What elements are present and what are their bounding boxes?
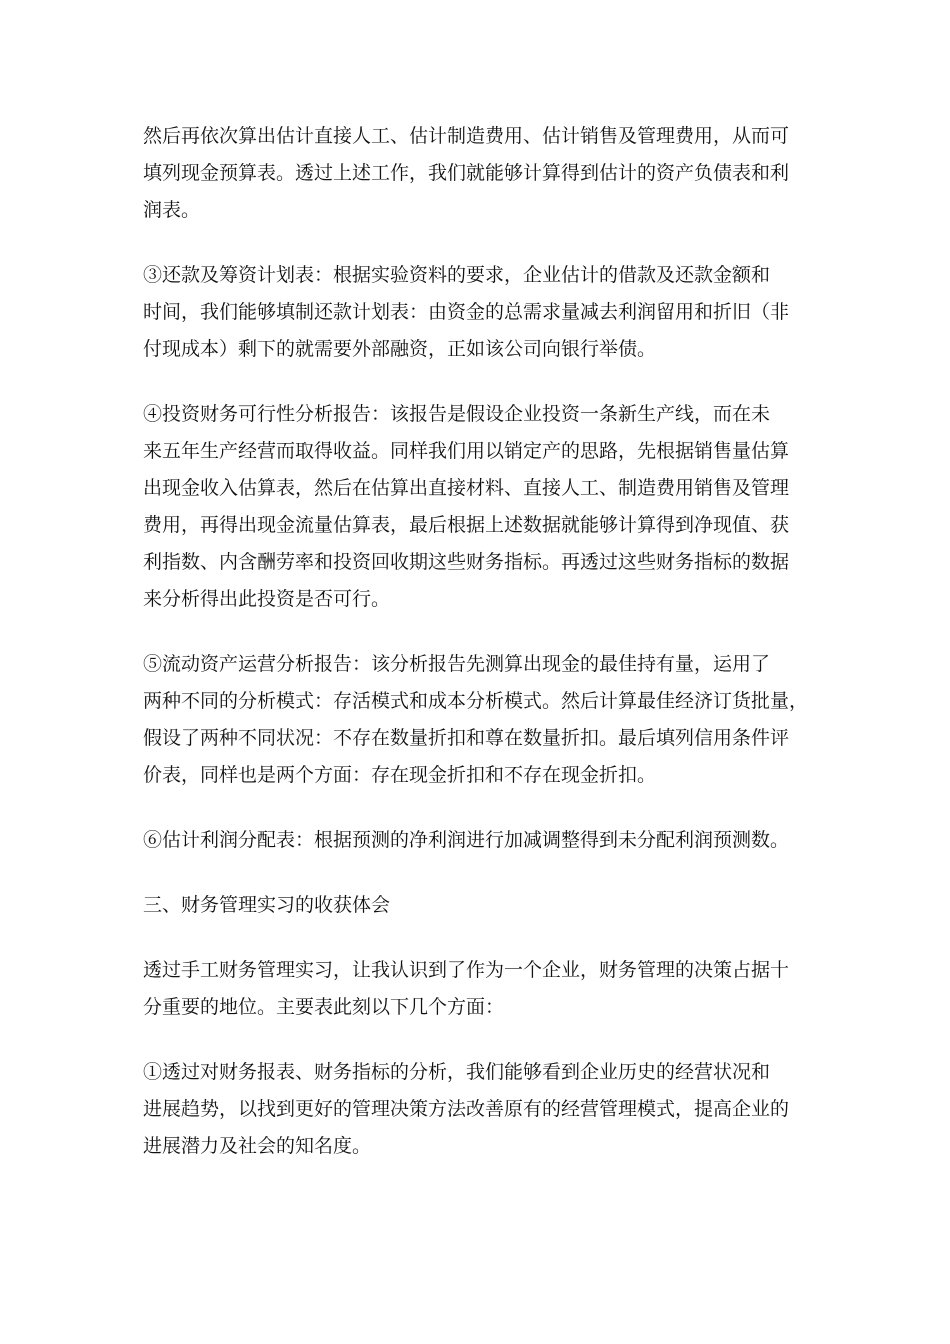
text-line: ③还款及筹资计划表：根据实验资料的要求，企业估计的借款及还款金额和 [143, 264, 771, 286]
text-line: 出现金收入估算表，然后在估算出直接材料、直接人工、制造费用销售及管理 [143, 477, 790, 499]
text-line: 两种不同的分析模式：存活模式和成本分析模式。然后计算最佳经济订货批量， [143, 690, 809, 712]
paragraph-reflection-intro [143, 952, 808, 1026]
paragraph-budget-continuation [143, 118, 808, 229]
text-line: 假设了两种不同状况：不存在数量折扣和尊在数量折扣。最后填列信用条件评 [143, 727, 790, 749]
section-heading [143, 887, 808, 924]
text-line: 进展趋势，以找到更好的管理决策方法改善原有的经营管理模式，提高企业的 [143, 1098, 790, 1120]
text-line: 付现成本）剩下的就需要外部融资，正如该公司向银行举债。 [143, 338, 657, 360]
text-line: ⑥估计利润分配表：根据预测的净利润进行加减调整得到未分配利润预测数。 [143, 829, 790, 851]
text-line: 来五年生产经营而取得收益。同样我们用以销定产的思路，先根据销售量估算 [143, 440, 790, 462]
paragraph-investment-analysis [143, 396, 808, 618]
paragraph-current-assets [143, 646, 808, 794]
heading-text: 三、财务管理实习的收获体会 [143, 894, 391, 916]
document-page [143, 118, 808, 1193]
text-line: 透过手工财务管理实习，让我认识到了作为一个企业，财务管理的决策占据十 [143, 959, 790, 981]
text-line: 利指数、内含酬劳率和投资回收期这些财务指标。再透过这些财务指标的数据 [143, 551, 790, 573]
text-line: ⑤流动资产运营分析报告：该分析报告先测算出现金的最佳持有量，运用了 [143, 653, 771, 675]
paragraph-reflection-point-1 [143, 1054, 808, 1165]
text-line: ①透过对财务报表、财务指标的分析，我们能够看到企业历史的经营状况和 [143, 1061, 771, 1083]
text-line: 费用，再得出现金流量估算表，最后根据上述数据就能够计算得到净现值、获 [143, 514, 790, 536]
text-line: 价表，同样也是两个方面：存在现金折扣和不存在现金折扣。 [143, 764, 657, 786]
text-line: 润表。 [143, 199, 201, 221]
text-line: 来分析得出此投资是否可行。 [143, 588, 391, 610]
text-line: 填列现金预算表。透过上述工作，我们就能够计算得到估计的资产负债表和利 [143, 162, 790, 184]
text-line: 然后再依次算出估计直接人工、估计制造费用、估计销售及管理费用，从而可 [143, 125, 790, 147]
text-line: 进展潜力及社会的知名度。 [143, 1135, 372, 1157]
text-line: 分重要的地位。主要表此刻以下几个方面： [143, 996, 505, 1018]
paragraph-profit-distribution [143, 822, 808, 859]
text-line: ④投资财务可行性分析报告：该报告是假设企业投资一条新生产线，而在未 [143, 403, 771, 425]
text-line: 时间，我们能够填制还款计划表：由资金的总需求量减去利润留用和折旧（非 [143, 301, 790, 323]
paragraph-repayment-plan [143, 257, 808, 368]
